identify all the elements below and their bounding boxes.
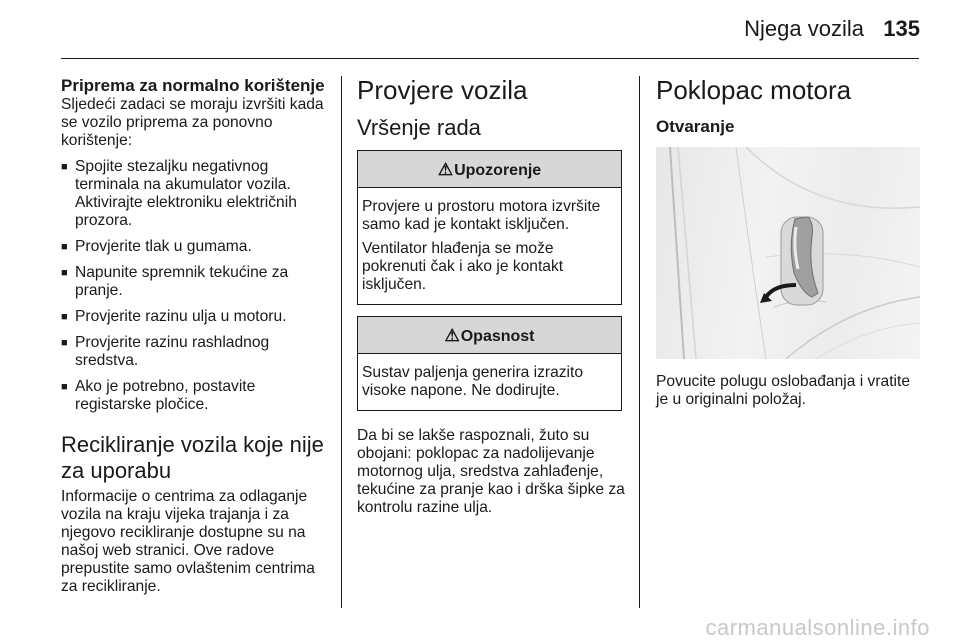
prep-list — [61, 158, 329, 414]
hood-release-lever-illustration — [656, 147, 920, 359]
warning-box-header — [358, 151, 621, 188]
prep-heading: Priprema za normalno korištenje — [61, 76, 325, 95]
page-header — [0, 0, 960, 62]
section-title: Njega vozila — [744, 16, 864, 41]
warning-title: Upozorenje — [454, 162, 542, 179]
warning-triangle-icon: ⚠ — [444, 326, 460, 345]
list-item: ■ Provjerite razinu rashladnog sredstva. — [61, 334, 329, 370]
column-right — [656, 76, 924, 409]
column-middle — [357, 76, 625, 517]
warning-box — [357, 150, 622, 305]
column-left — [61, 76, 329, 596]
danger-title: Opasnost — [460, 328, 535, 345]
warning-text: Provjere u prostoru motora izvršite samo kad je kontakt isključen. — [362, 198, 601, 233]
column-divider — [639, 76, 640, 608]
hood-heading: Poklopac motora — [656, 75, 852, 105]
warning-box-body — [358, 188, 621, 304]
work-subheading: Vršenje rada — [357, 115, 481, 140]
warning-triangle-icon: ⚠ — [437, 160, 454, 179]
opening-subheading: Otvaranje — [656, 117, 735, 136]
list-item: ■ Provjerite razinu ulja u motoru. — [61, 308, 329, 326]
prep-intro: Sljedeći zadaci se moraju izvršiti kada se vozilo priprema za ponovno korištenje: — [61, 96, 324, 149]
danger-box-header — [358, 317, 621, 354]
list-item: ■ Napunite spremnik tekućine za pranje. — [61, 264, 329, 300]
list-item: ■ Spojite stezaljku negativnog terminala na akumulator vozila. Aktivirajte elektroniku električnih prozora. — [61, 158, 329, 230]
list-item: ■ Ako je potrebno, postavite registarske pločice. — [61, 378, 329, 414]
checks-heading: Provjere vozila — [357, 75, 528, 105]
warning-text: Ventilator hlađenja se može pokrenuti čak i ako je kontakt isključen. — [362, 240, 564, 293]
hood-caption: Povucite polugu oslobađanja i vratite je u originalni položaj. — [656, 373, 910, 408]
page-number: 135 — [883, 16, 920, 41]
recycle-heading: Recikliranje vozila koje nije za uporabu — [61, 432, 324, 483]
watermark: carmanualsonline.info — [705, 615, 930, 640]
column-divider — [341, 76, 342, 608]
danger-box — [357, 316, 622, 411]
danger-text: Sustav paljenja generira izrazito visoke napone. Ne dodirujte. — [362, 364, 584, 399]
list-item: ■ Provjerite tlak u gumama. — [61, 238, 329, 256]
body-text: Da bi se lakše raspoznali, žuto su obojani: poklopac za nadolijevanje motornog ulja, sredstva zahlađenje, tekućine za pranje kao i drška šipke za kontrolu razine ulja. — [357, 427, 625, 516]
danger-box-body — [358, 354, 621, 410]
header-divider — [61, 58, 919, 59]
recycle-text: Informacije o centrima za odlaganje vozila na kraju vijeka trajanja i za njegovo recikliranje dostupne su na našoj web stranici. Ove radove prepustite samo ovlaštenim centrima za recikliranje. — [61, 488, 315, 595]
